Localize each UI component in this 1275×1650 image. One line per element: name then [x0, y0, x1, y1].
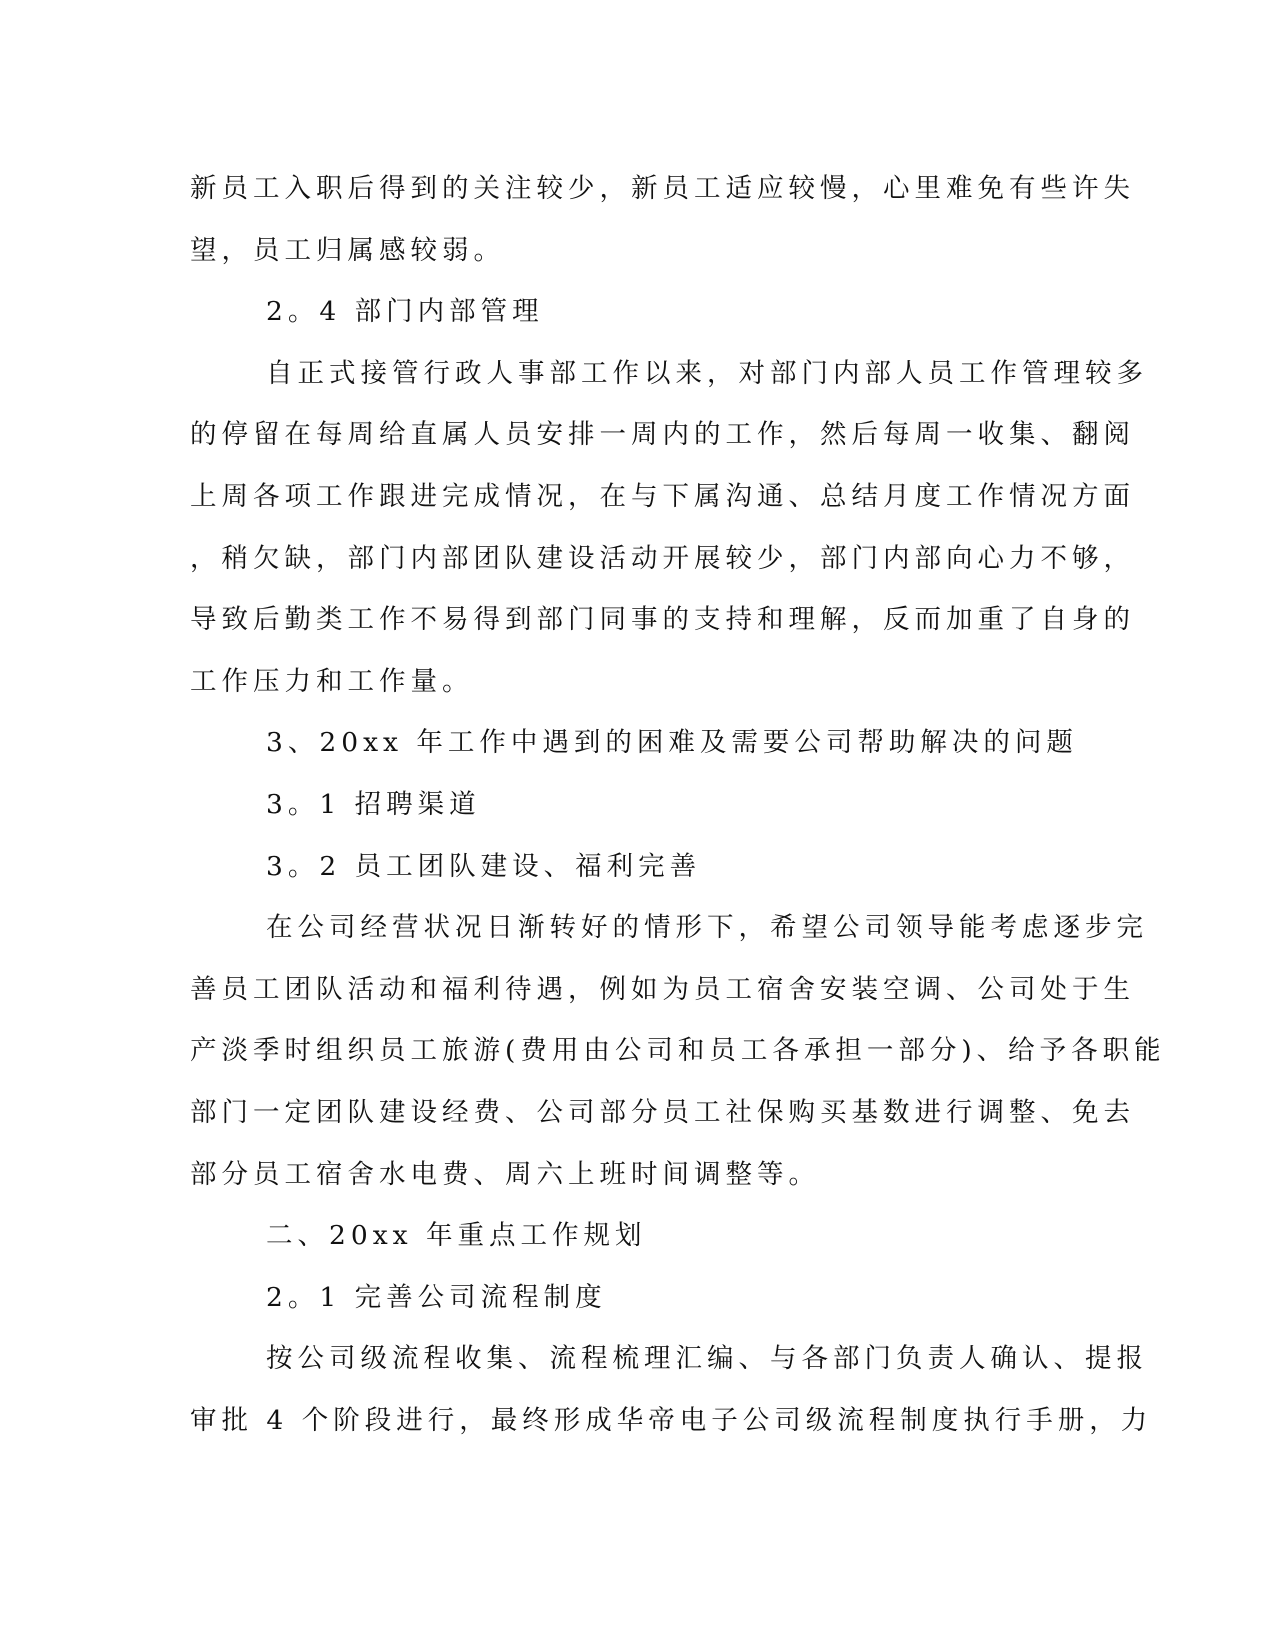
paragraph-line: 审批 4 个阶段进行，最终形成华帝电子公司级流程制度执行手册，力 — [190, 1404, 1153, 1436]
paragraph-line: 上周各项工作跟进完成情况，在与下属沟通、总结月度工作情况方面 — [190, 480, 1135, 512]
paragraph-line: 新员工入职后得到的关注较少，新员工适应较慢，心里难免有些许失 — [190, 173, 1135, 204]
document-body — [190, 158, 1166, 1451]
section-heading: 2。1 完善公司流程制度 — [266, 1281, 607, 1313]
paragraph-line: 部分员工宿舍水电费、周六上班时间调整等。 — [190, 1158, 820, 1190]
paragraph-line: 产淡季时组织员工旅游(费用由公司和员工各承担一部分)、给予各职能 — [190, 1035, 1166, 1067]
paragraph-line: 按公司级流程收集、流程梳理汇编、与各部门负责人确认、提报 — [266, 1343, 1148, 1375]
section-heading: 二、20xx 年重点工作规划 — [266, 1220, 647, 1252]
section-heading: 2。4 部门内部管理 — [266, 296, 544, 328]
paragraph-line: 自正式接管行政人事部工作以来，对部门内部人员工作管理较多 — [266, 357, 1148, 389]
paragraph-line: 导致后勤类工作不易得到部门同事的支持和理解，反而加重了自身的 — [190, 604, 1135, 636]
section-heading: 3。2 员工团队建设、福利完善 — [266, 850, 702, 882]
paragraph-line: 工作压力和工作量。 — [190, 665, 474, 697]
paragraph-line: 善员工团队活动和福利待遇，例如为员工宿舍安装空调、公司处于生 — [190, 973, 1135, 1005]
paragraph-line: ，稍欠缺，部门内部团队建设活动开展较少，部门内部向心力不够， — [190, 542, 1135, 574]
paragraph-line: 在公司经营状况日渐转好的情形下，希望公司领导能考虑逐步完 — [266, 912, 1148, 944]
paragraph-line: 的停留在每周给直属人员安排一周内的工作，然后每周一收集、翻阅 — [190, 419, 1135, 451]
paragraph-line: 部门一定团队建设经费、公司部分员工社保购买基数进行调整、免去 — [190, 1096, 1135, 1128]
section-heading: 3、20xx 年工作中遇到的困难及需要公司帮助解决的问题 — [266, 727, 1078, 759]
paragraph-line: 望，员工归属感较弱。 — [190, 234, 505, 266]
section-heading: 3。1 招聘渠道 — [266, 788, 481, 820]
